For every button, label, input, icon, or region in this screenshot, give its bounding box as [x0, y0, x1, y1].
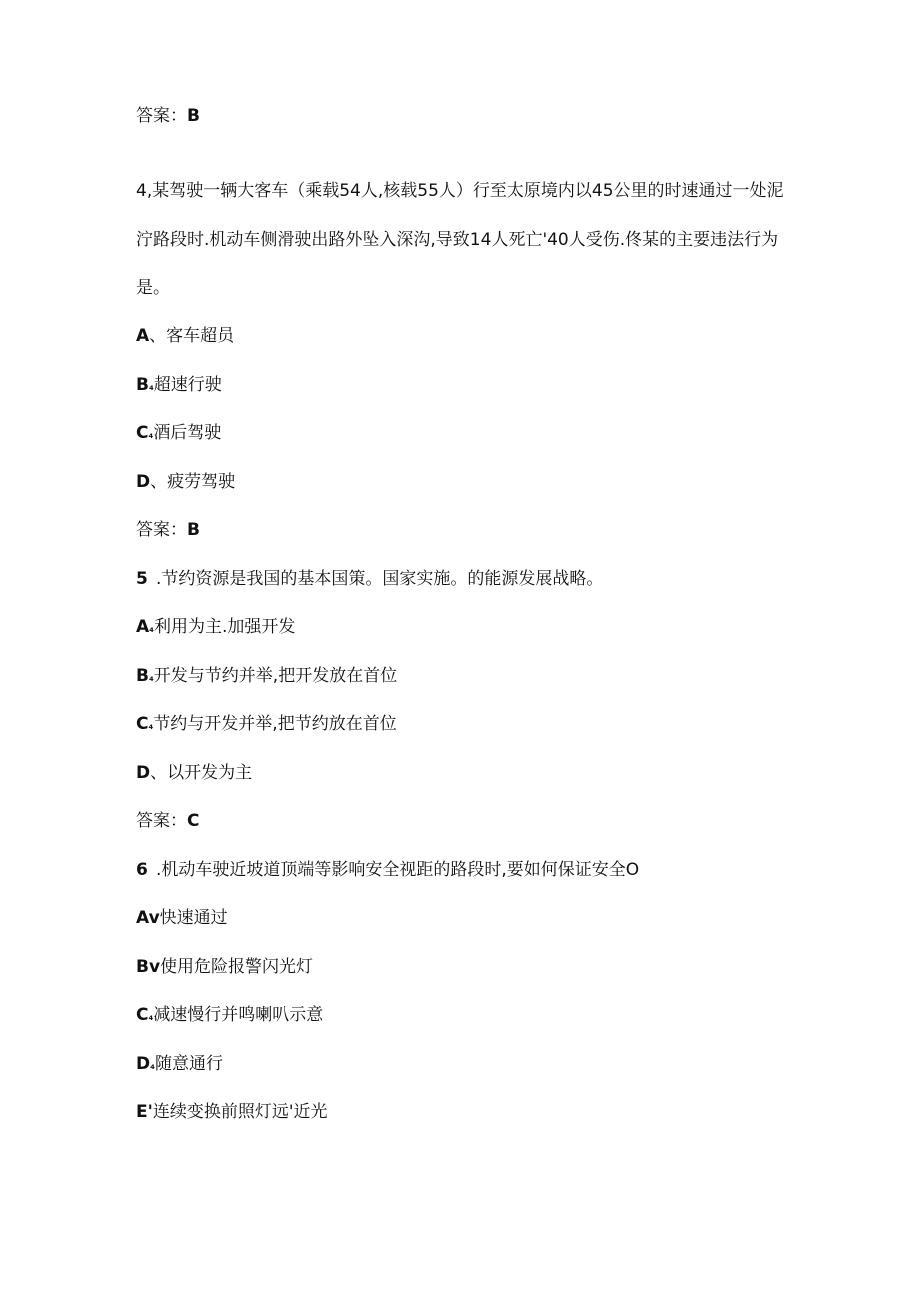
- question-6-option-b: Bv使用危险报警闪光灯: [136, 957, 314, 977]
- option-key: B: [136, 666, 149, 686]
- option-key: C: [136, 1005, 149, 1025]
- answer-value: C: [187, 811, 200, 831]
- option-key: D: [136, 1054, 151, 1074]
- question-5-option-d: D、以开发为主: [136, 763, 253, 783]
- answer-label: 答案：: [136, 106, 187, 126]
- option-key: B: [136, 957, 149, 977]
- question-4-option-a: A、客车超员: [136, 326, 235, 346]
- question-4-line-2: 泞路段时.机动车侧滑驶出路外坠入深沟,导致14人死亡'40人受伤.佟某的主要违法行为: [136, 230, 779, 250]
- question-number: 5: [136, 569, 148, 589]
- option-key: C: [136, 423, 149, 443]
- question-4-line-3: 是。: [136, 278, 170, 298]
- answer-label: 答案：: [136, 811, 187, 831]
- option-key: C: [136, 714, 149, 734]
- answer-value: B: [187, 520, 200, 540]
- answer-label: 答案：: [136, 520, 187, 540]
- option-key: A: [136, 326, 150, 346]
- question-number: 6: [136, 860, 148, 880]
- question-5-answer: [136, 810, 199, 832]
- question-5-option-c: C₄节约与开发并举,把节约放在首位: [136, 714, 397, 734]
- option-key: B: [136, 375, 149, 395]
- question-5-option-b: B₄开发与节约并举,把开发放在首位: [136, 666, 398, 686]
- question-6-stem: [136, 859, 639, 881]
- question-4-option-d: D、疲劳驾驶: [136, 472, 236, 492]
- question-4-option-c: C₄酒后驾驶: [136, 423, 222, 443]
- answer-value: B: [187, 106, 200, 126]
- question-6-option-e: E'连续变换前照灯远'近光: [136, 1102, 328, 1122]
- question-6-option-d: D₄随意通行: [136, 1054, 223, 1074]
- question-text: .机动车驶近坡道顶端等影响安全视距的路段时,要如何保证安全O: [156, 860, 640, 880]
- question-5-option-a: A₄利用为主.加强开发: [136, 617, 296, 637]
- option-key: A: [136, 617, 150, 637]
- question-5-stem: [136, 568, 603, 590]
- question-4-line-1: 4,某驾驶一辆大客车（乘载54人,核载55人）行至太原境内以45公里的时速通过一处泥: [136, 181, 784, 201]
- question-4-option-b: B₄超速行驶: [136, 375, 222, 395]
- question-6-option-c: C₄减速慢行并鸣喇叭示意: [136, 1005, 324, 1025]
- option-key: D: [136, 472, 151, 492]
- question-6-option-a: Av快速通过: [136, 908, 228, 928]
- option-key: E: [136, 1102, 148, 1122]
- question-4-answer: [136, 519, 200, 541]
- option-key: D: [136, 763, 151, 783]
- question-text: .节约资源是我国的基本国策。国家实施。的能源发展战略。: [156, 569, 604, 589]
- option-key: A: [136, 908, 149, 928]
- previous-answer: [136, 105, 200, 127]
